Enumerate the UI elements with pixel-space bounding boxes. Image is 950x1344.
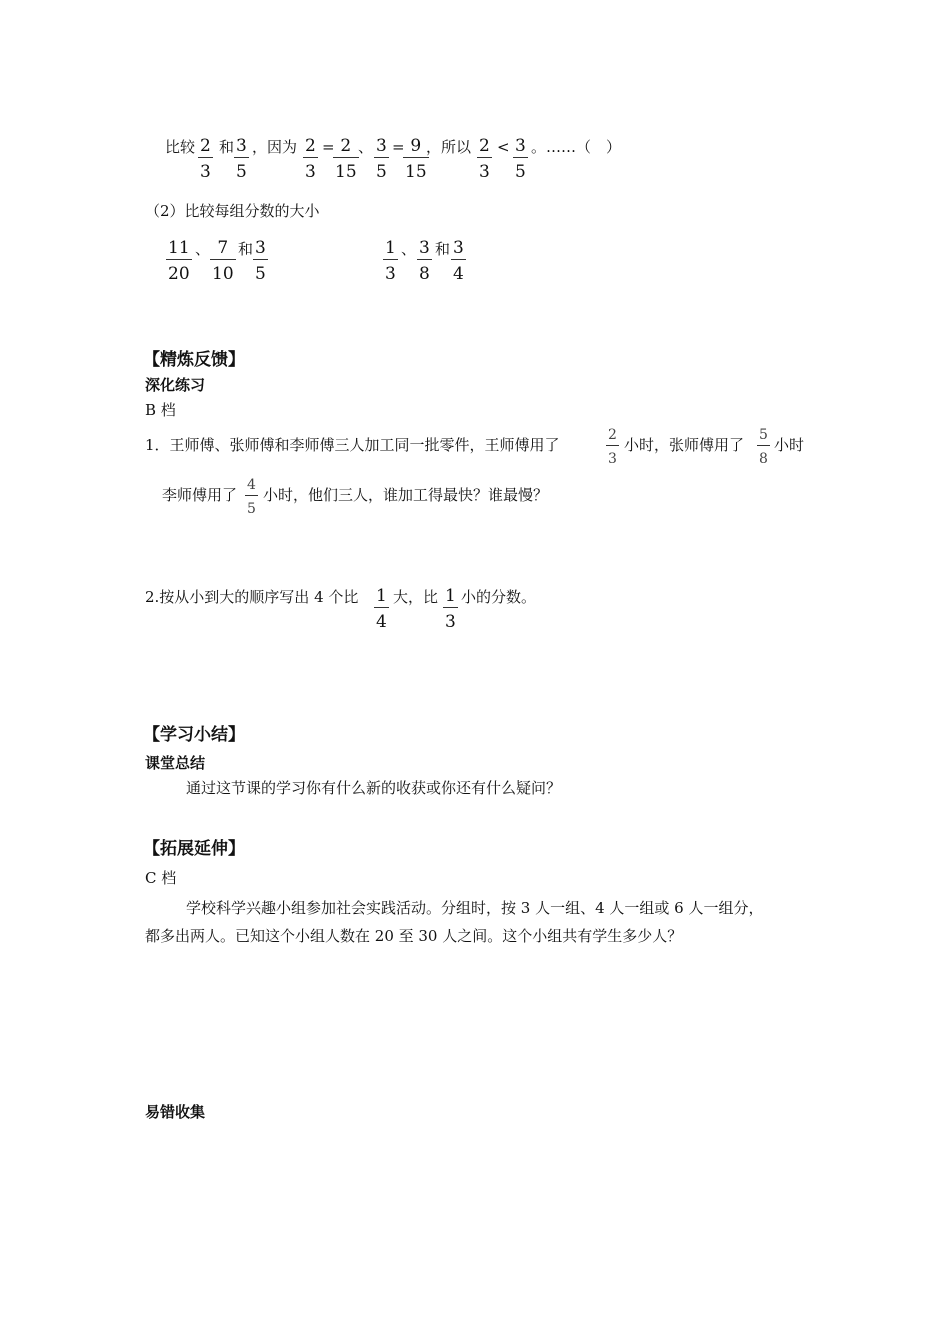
subheading-summary: 课堂总结 xyxy=(145,754,206,772)
level-c: C 档 xyxy=(145,869,177,887)
separator: 、 xyxy=(195,240,211,258)
and-word: 和 xyxy=(435,240,451,258)
extend-text-line1: 学校科学兴趣小组参加社会实践活动。分组时，按 3 人一组、4 人一组或 6 人一组分， xyxy=(186,899,764,917)
fraction: 3 4 xyxy=(453,238,464,284)
fraction: 1 3 xyxy=(385,238,396,284)
because-word: ，因为 xyxy=(252,138,298,156)
less-than-sign: < xyxy=(497,138,510,156)
fraction: 4 5 xyxy=(247,477,256,517)
fraction: 11 20 xyxy=(168,238,190,284)
q2-label: （2）比较每组分数的大小 xyxy=(145,202,320,220)
fraction: 3 8 xyxy=(419,238,430,284)
fraction: 2 3 xyxy=(608,427,617,467)
practice-q1-text: 小时，张师傅用了 xyxy=(624,436,745,454)
separator: 、 xyxy=(401,240,417,258)
fraction: 9 15 xyxy=(405,136,427,182)
fraction: 3 5 xyxy=(376,136,387,182)
fraction: 2 3 xyxy=(305,136,316,182)
practice-q1-text: 小时，他们三人，谁加工得最快？谁最慢？ xyxy=(263,486,549,504)
practice-q2-text: 小的分数。 xyxy=(461,588,537,606)
practice-q2-text: 大，比 xyxy=(393,588,439,606)
summary-text: 通过这节课的学习你有什么新的收获或你还有什么疑问？ xyxy=(186,779,562,797)
and-word: 和 xyxy=(238,240,254,258)
so-word: ，所以 xyxy=(426,138,472,156)
level-b: B 档 xyxy=(145,401,176,419)
equals-sign: = xyxy=(392,138,405,156)
practice-q1-text: 1．王师傅、张师傅和李师傅三人加工同一批零件，王师傅用了 xyxy=(145,436,560,454)
subheading-practice: 深化练习 xyxy=(145,376,206,394)
fraction: 3 5 xyxy=(236,136,247,182)
fraction: 7 10 xyxy=(212,238,234,284)
practice-q1-text: 李师傅用了 xyxy=(162,486,238,504)
fraction: 2 15 xyxy=(335,136,357,182)
fraction: 2 3 xyxy=(200,136,211,182)
equals-sign: = xyxy=(322,138,335,156)
comparison-tail: 。……（ ） xyxy=(531,138,622,156)
comparison-intro: 比较 xyxy=(165,138,196,156)
practice-q2-text: 2.按从小到大的顺序写出 4 个比 xyxy=(145,588,359,606)
separator: 、 xyxy=(358,138,374,156)
section-heading-practice: 【精炼反馈】 xyxy=(143,350,245,370)
section-heading-summary: 【学习小结】 xyxy=(143,725,245,745)
extend-text-line2: 都多出两人。已知这个小组人数在 20 至 30 人之间。这个小组共有学生多少人？ xyxy=(145,927,683,945)
fraction: 2 3 xyxy=(479,136,490,182)
fraction: 1 3 xyxy=(445,586,456,632)
section-heading-extend: 【拓展延伸】 xyxy=(143,839,245,859)
fraction: 3 5 xyxy=(515,136,526,182)
and-word: 和 xyxy=(219,138,235,156)
practice-q1-text: 小时 xyxy=(774,436,805,454)
fraction: 3 5 xyxy=(255,238,266,284)
fraction: 5 8 xyxy=(759,427,768,467)
fraction: 1 4 xyxy=(376,586,387,632)
errors-heading: 易错收集 xyxy=(145,1103,206,1121)
